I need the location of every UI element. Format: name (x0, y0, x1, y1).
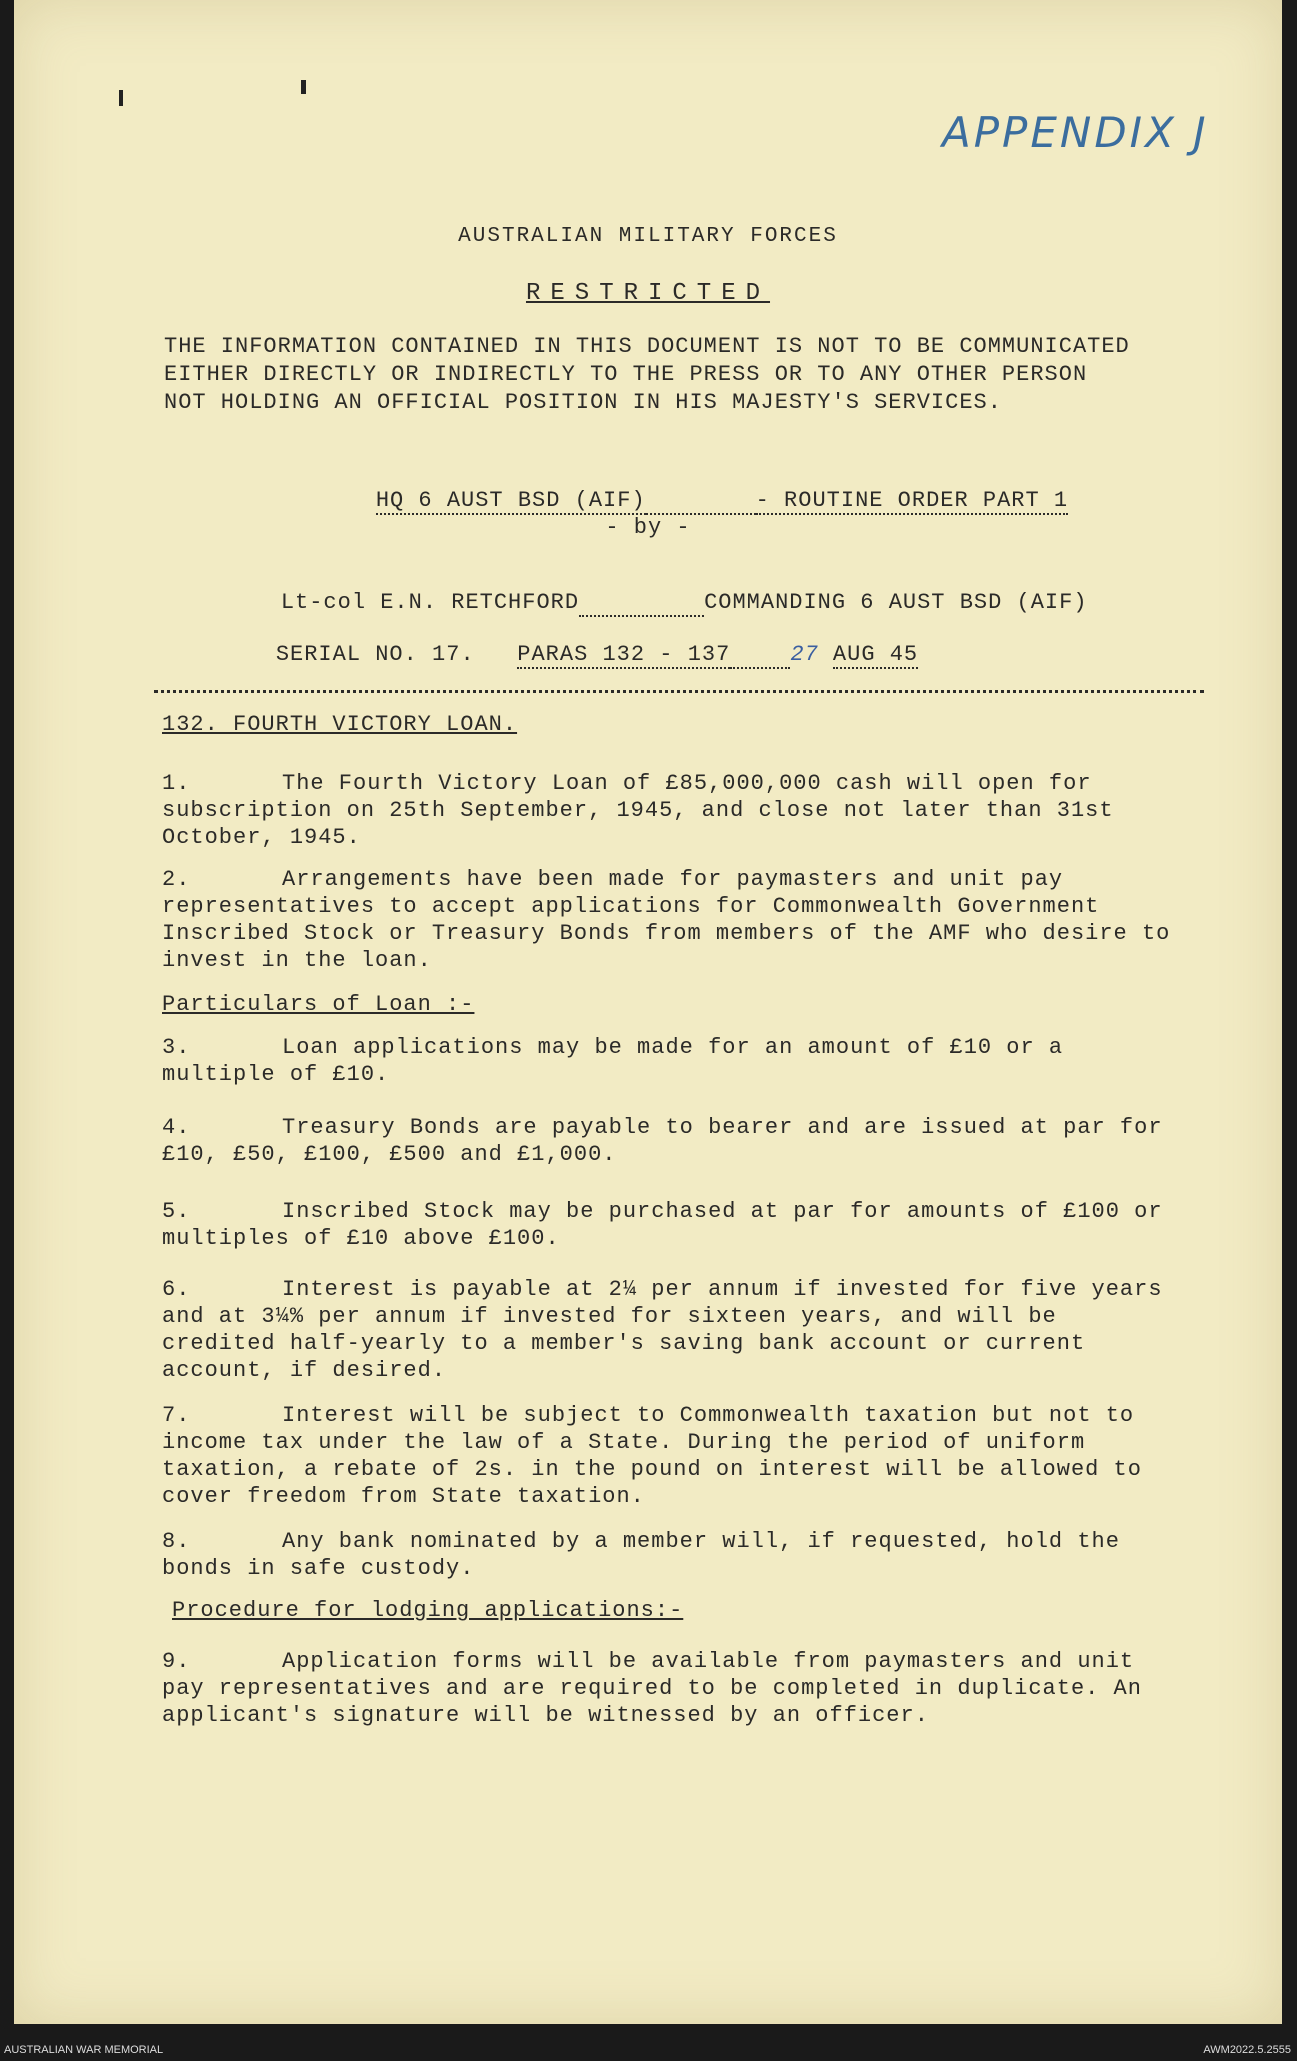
restricted-label: RESTRICTED (525, 280, 771, 307)
document-title: AUSTRALIAN MILITARY FORCES (458, 225, 838, 248)
by-line: - by - (605, 515, 691, 540)
section-heading: 132. FOURTH VICTORY LOAN. (162, 712, 518, 737)
document-page (14, 0, 1282, 2024)
separator-line (154, 690, 1204, 693)
paragraph: 9. Application forms will be available from paymasters and unit pay representatives and are required to be completed in duplicate. An applicant's signature will be witnessed by an officer. (162, 1649, 1142, 1728)
paragraph: 6. Interest is payable at 2¼ per annum if invested for five years and at 3¼% per annum if invested for sixteen years, and will be credited half-yearly to a member's saving bank account or current account, if desired. (162, 1277, 1163, 1383)
warning-line: THE INFORMATION CONTAINED IN THIS DOCUMENT IS NOT TO BE COMMUNICATED (164, 334, 1130, 359)
subheading-particulars: Particulars of Loan :- (162, 992, 475, 1017)
handwritten-appendix-note: APPENDIX J (942, 108, 1209, 157)
order-title: - ROUTINE ORDER PART 1 (755, 488, 1069, 513)
warning-line: NOT HOLDING AN OFFICIAL POSITION IN HIS MAJESTY'S SERVICES. (164, 390, 1002, 415)
paragraph: 2. Arrangements have been made for paymasters and unit pay representatives to accept applications for Commonwealth Government Inscribed Stock or Treasury Bonds from members of the AMF who desire to invest in the loan. (162, 867, 1171, 973)
paragraph: 5. Inscribed Stock may be purchased at par for amounts of £100 or multiples of £10 above £100. (162, 1199, 1163, 1251)
date-day: 27 (790, 642, 819, 667)
paragraph: 3. Loan applications may be made for an amount of £10 or a multiple of £10. (162, 1035, 1064, 1087)
order-unit: HQ 6 AUST BSD (AIF) (375, 488, 646, 513)
paragraph: 8. Any bank nominated by a member will, if requested, hold the bonds in safe custody. (162, 1529, 1120, 1581)
commanding-title: COMMANDING 6 AUST BSD (AIF) (704, 590, 1088, 615)
footer-institution: AUSTRALIAN WAR MEMORIAL (4, 2044, 164, 2056)
subheading-procedure: Procedure for lodging applications:- (172, 1598, 684, 1623)
paras-range: PARAS 132 - 137 (517, 642, 731, 667)
date-rest: AUG 45 (832, 642, 919, 667)
serial-line (219, 617, 918, 694)
officer-name: Lt-col E.N. RETCHFORD (280, 590, 580, 615)
footer-accession-number: AWM2022.5.2555 (1203, 2044, 1291, 2056)
paragraph: 1. The Fourth Victory Loan of £85,000,000 cash will open for subscription on 25th September, 1945, and close not later than 31st October, 1945. (162, 771, 1114, 850)
ink-mark (301, 80, 306, 94)
serial-number: SERIAL NO. 17. (275, 642, 475, 667)
ink-mark (119, 90, 123, 106)
paragraph: 7. Interest will be subject to Commonwealth taxation but not to income tax under the law of a State. During the period of uniform taxation, a rebate of 2s. in the pound on interest will be allowed to cover freedom from State taxation. (162, 1403, 1142, 1509)
paragraph: 4. Treasury Bonds are payable to bearer and are issued at par for £10, £50, £100, £500 and £1,000. (162, 1115, 1163, 1167)
warning-line: EITHER DIRECTLY OR INDIRECTLY TO THE PRESS OR TO ANY OTHER PERSON (164, 362, 1088, 387)
